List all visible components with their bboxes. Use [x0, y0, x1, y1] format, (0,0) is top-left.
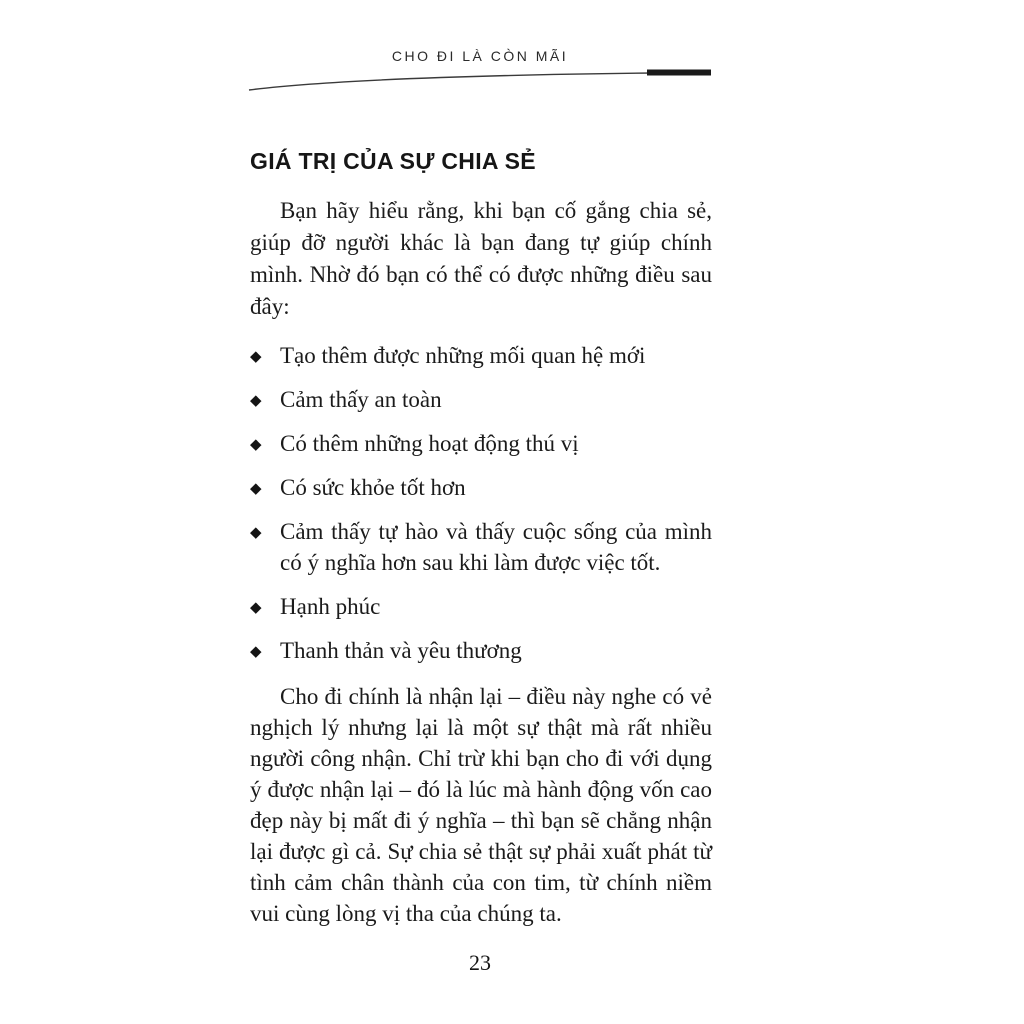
text-column [250, 148, 712, 929]
section-heading: GIÁ TRỊ CỦA SỰ CHIA SẺ [250, 148, 536, 174]
diamond-bullet-icon: ◆ [250, 644, 262, 660]
header-rule-swoosh [248, 66, 712, 92]
list-item [250, 428, 712, 459]
list-item-text: Hạnh phúc [280, 594, 381, 619]
list-item [250, 516, 712, 578]
list-item [250, 591, 712, 622]
running-head-title: CHO ĐI LÀ CÒN MÃI [391, 48, 569, 64]
list-item-text: Thanh thản và yêu thương [280, 638, 522, 663]
list-item-text: Cảm thấy tự hào và thấy cuộc sống của mình có ý nghĩa hơn sau khi làm được việc tốt. [280, 519, 712, 575]
paragraph-1: Bạn hãy hiểu rằng, khi bạn cố gắng chia sẻ, giúp đỡ người khác là bạn đang tự giúp chính mình. Nhờ đó bạn có thể có được những điều sau đây: [250, 198, 712, 319]
list-item-text: Có sức khỏe tốt hơn [280, 475, 466, 500]
list-item [250, 384, 712, 415]
bullet-list [250, 340, 712, 666]
list-item-text: Có thêm những hoạt động thú vị [280, 431, 579, 456]
page-number: 23 [469, 950, 491, 975]
page-header [248, 48, 712, 92]
list-item-text: Cảm thấy an toàn [280, 387, 442, 412]
diamond-bullet-icon: ◆ [250, 481, 262, 497]
diamond-bullet-icon: ◆ [250, 349, 262, 365]
diamond-bullet-icon: ◆ [250, 437, 262, 453]
list-item [250, 472, 712, 503]
page-footer [248, 950, 712, 976]
list-item-text: Tạo thêm được những mối quan hệ mới [280, 343, 646, 368]
diamond-bullet-icon: ◆ [250, 600, 262, 616]
diamond-bullet-icon: ◆ [250, 393, 262, 409]
list-item [250, 635, 712, 666]
paragraph-2: Cho đi chính là nhận lại – điều này nghe có vẻ nghịch lý nhưng lại là một sự thật mà rất nhiều người công nhận. Chỉ trừ khi bạn cho đi với dụng ý được nhận lại – đó là lúc mà hành động vốn cao đẹp này bị mất đi ý nghĩa – thì bạn sẽ chẳng nhận lại được gì cả. Sự chia sẻ thật sự phải xuất phát từ tình cảm chân thành của con tim, từ chính niềm vui cùng lòng vị tha của chúng ta. [250, 684, 712, 926]
diamond-bullet-icon: ◆ [250, 525, 262, 541]
list-item [250, 340, 712, 371]
